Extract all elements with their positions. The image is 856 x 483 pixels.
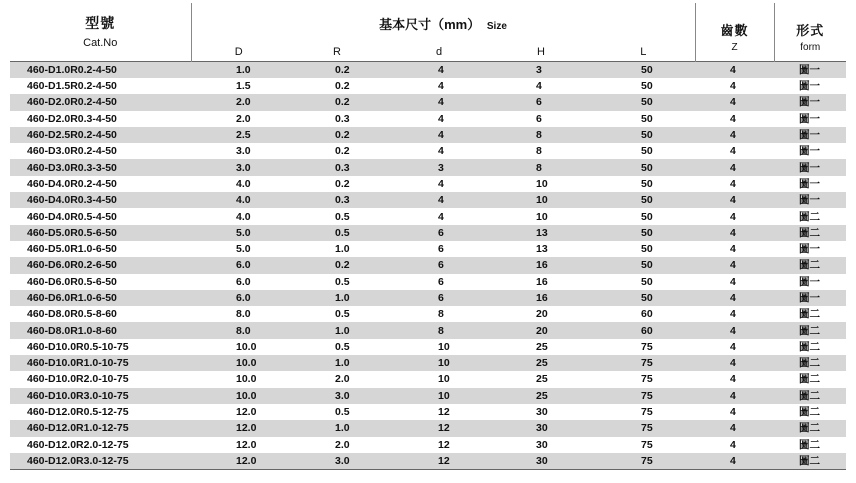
cell-R: 2.0 xyxy=(286,371,388,387)
header-teeth-en: Z xyxy=(731,42,738,53)
table-header xyxy=(10,3,846,62)
table-row xyxy=(10,437,846,453)
cell-L: 50 xyxy=(592,208,695,224)
cell-Z: 4 xyxy=(695,355,774,371)
cell-D: 1.5 xyxy=(191,78,286,94)
table-row xyxy=(10,192,846,208)
cell-D: 3.0 xyxy=(191,143,286,159)
cell-Z: 4 xyxy=(695,322,774,338)
cell-Z: 4 xyxy=(695,404,774,420)
cell-cat-no: 460-D6.0R0.5-6-50 xyxy=(10,274,191,290)
cell-cat-no: 460-D2.0R0.3-4-50 xyxy=(10,111,191,127)
cell-L: 50 xyxy=(592,127,695,143)
table-row xyxy=(10,159,846,175)
cell-form: 圖二 xyxy=(774,225,846,241)
cell-cat-no: 460-D4.0R0.5-4-50 xyxy=(10,208,191,224)
cell-cat-no: 460-D2.0R0.2-4-50 xyxy=(10,94,191,110)
cell-H: 8 xyxy=(490,127,592,143)
cell-Z: 4 xyxy=(695,290,774,306)
cell-L: 50 xyxy=(592,225,695,241)
cell-D: 12.0 xyxy=(191,420,286,436)
table-row xyxy=(10,62,846,79)
cell-form: 圖二 xyxy=(774,339,846,355)
cell-cat-no: 460-D4.0R0.3-4-50 xyxy=(10,192,191,208)
cell-form: 圖二 xyxy=(774,322,846,338)
table-row xyxy=(10,290,846,306)
header-col-d: d xyxy=(388,33,490,62)
cell-R: 1.0 xyxy=(286,241,388,257)
cell-D: 5.0 xyxy=(191,241,286,257)
table-row xyxy=(10,225,846,241)
cell-d: 4 xyxy=(388,62,490,79)
cell-D: 8.0 xyxy=(191,306,286,322)
cell-H: 8 xyxy=(490,143,592,159)
cell-cat-no: 460-D8.0R1.0-8-60 xyxy=(10,322,191,338)
cell-cat-no: 460-D10.0R1.0-10-75 xyxy=(10,355,191,371)
cell-form: 圖一 xyxy=(774,159,846,175)
cell-cat-no: 460-D8.0R0.5-8-60 xyxy=(10,306,191,322)
cell-L: 75 xyxy=(592,388,695,404)
cell-Z: 4 xyxy=(695,78,774,94)
cell-Z: 4 xyxy=(695,274,774,290)
table-row xyxy=(10,453,846,470)
cell-form: 圖二 xyxy=(774,420,846,436)
cell-cat-no: 460-D5.0R0.5-6-50 xyxy=(10,225,191,241)
cell-H: 10 xyxy=(490,208,592,224)
cell-form: 圖二 xyxy=(774,404,846,420)
cell-L: 50 xyxy=(592,94,695,110)
cell-L: 50 xyxy=(592,62,695,79)
cell-D: 10.0 xyxy=(191,339,286,355)
table-row xyxy=(10,127,846,143)
header-form-en: form xyxy=(800,42,821,53)
cell-cat-no: 460-D4.0R0.2-4-50 xyxy=(10,176,191,192)
cell-D: 2.0 xyxy=(191,94,286,110)
cell-L: 75 xyxy=(592,420,695,436)
cell-L: 50 xyxy=(592,143,695,159)
cell-H: 30 xyxy=(490,437,592,453)
cell-d: 12 xyxy=(388,437,490,453)
table-row xyxy=(10,241,846,257)
cell-d: 12 xyxy=(388,420,490,436)
cell-D: 8.0 xyxy=(191,322,286,338)
cell-R: 2.0 xyxy=(286,437,388,453)
cell-form: 圖一 xyxy=(774,290,846,306)
cell-R: 0.5 xyxy=(286,404,388,420)
cell-cat-no: 460-D12.0R1.0-12-75 xyxy=(10,420,191,436)
cell-form: 圖一 xyxy=(774,127,846,143)
table-row xyxy=(10,404,846,420)
cell-D: 10.0 xyxy=(191,355,286,371)
cell-H: 25 xyxy=(490,371,592,387)
cell-Z: 4 xyxy=(695,420,774,436)
cell-form: 圖一 xyxy=(774,78,846,94)
cell-form: 圖二 xyxy=(774,355,846,371)
cell-H: 25 xyxy=(490,388,592,404)
header-teeth xyxy=(695,3,774,62)
cell-R: 3.0 xyxy=(286,453,388,470)
cell-d: 6 xyxy=(388,241,490,257)
table-row xyxy=(10,176,846,192)
cell-D: 2.5 xyxy=(191,127,286,143)
table-row xyxy=(10,355,846,371)
cell-R: 1.0 xyxy=(286,322,388,338)
cell-L: 50 xyxy=(592,192,695,208)
table-row xyxy=(10,208,846,224)
cell-cat-no: 460-D12.0R3.0-12-75 xyxy=(10,453,191,470)
cell-L: 75 xyxy=(592,339,695,355)
cell-form: 圖一 xyxy=(774,62,846,79)
cell-d: 4 xyxy=(388,143,490,159)
header-form-zh: 形式 xyxy=(796,23,825,38)
cell-L: 50 xyxy=(592,176,695,192)
cell-H: 30 xyxy=(490,404,592,420)
cell-H: 16 xyxy=(490,290,592,306)
cell-form: 圖二 xyxy=(774,453,846,470)
cell-d: 10 xyxy=(388,339,490,355)
cell-D: 2.0 xyxy=(191,111,286,127)
cell-d: 12 xyxy=(388,453,490,470)
cell-d: 6 xyxy=(388,225,490,241)
cell-Z: 4 xyxy=(695,159,774,175)
table-row xyxy=(10,274,846,290)
cell-H: 20 xyxy=(490,306,592,322)
cell-D: 4.0 xyxy=(191,208,286,224)
cell-H: 4 xyxy=(490,78,592,94)
cell-R: 0.5 xyxy=(286,339,388,355)
cell-d: 10 xyxy=(388,355,490,371)
cell-D: 4.0 xyxy=(191,176,286,192)
cell-Z: 4 xyxy=(695,192,774,208)
cell-Z: 4 xyxy=(695,62,774,79)
cell-cat-no: 460-D2.5R0.2-4-50 xyxy=(10,127,191,143)
cell-D: 6.0 xyxy=(191,257,286,273)
cell-Z: 4 xyxy=(695,306,774,322)
cell-H: 25 xyxy=(490,355,592,371)
cell-Z: 4 xyxy=(695,453,774,470)
header-size-group xyxy=(191,3,695,33)
cell-R: 1.0 xyxy=(286,355,388,371)
cell-Z: 4 xyxy=(695,437,774,453)
cell-R: 3.0 xyxy=(286,388,388,404)
cell-R: 0.2 xyxy=(286,62,388,79)
header-form xyxy=(774,3,846,62)
cell-cat-no: 460-D5.0R1.0-6-50 xyxy=(10,241,191,257)
cell-H: 30 xyxy=(490,420,592,436)
cell-form: 圖一 xyxy=(774,111,846,127)
cell-Z: 4 xyxy=(695,176,774,192)
cell-L: 50 xyxy=(592,78,695,94)
cell-R: 0.2 xyxy=(286,176,388,192)
cell-form: 圖一 xyxy=(774,143,846,159)
cell-R: 0.2 xyxy=(286,94,388,110)
cell-R: 0.3 xyxy=(286,111,388,127)
cell-L: 50 xyxy=(592,274,695,290)
cell-Z: 4 xyxy=(695,225,774,241)
header-teeth-zh: 齒數 xyxy=(720,23,749,38)
cell-d: 8 xyxy=(388,306,490,322)
cell-R: 1.0 xyxy=(286,290,388,306)
cell-form: 圖二 xyxy=(774,257,846,273)
cell-D: 10.0 xyxy=(191,388,286,404)
cell-R: 1.0 xyxy=(286,420,388,436)
cell-D: 5.0 xyxy=(191,225,286,241)
cell-d: 10 xyxy=(388,371,490,387)
cell-L: 50 xyxy=(592,159,695,175)
cell-cat-no: 460-D6.0R1.0-6-50 xyxy=(10,290,191,306)
cell-form: 圖一 xyxy=(774,94,846,110)
table-row xyxy=(10,420,846,436)
cell-H: 3 xyxy=(490,62,592,79)
header-size-en: Size xyxy=(486,21,507,32)
cell-cat-no: 460-D10.0R3.0-10-75 xyxy=(10,388,191,404)
cell-cat-no: 460-D3.0R0.3-3-50 xyxy=(10,159,191,175)
header-model-en: Cat.No xyxy=(83,37,118,49)
cell-R: 0.5 xyxy=(286,306,388,322)
cell-Z: 4 xyxy=(695,111,774,127)
cell-D: 10.0 xyxy=(191,371,286,387)
header-col-L: L xyxy=(592,33,695,62)
cell-Z: 4 xyxy=(695,127,774,143)
cell-L: 75 xyxy=(592,371,695,387)
cell-L: 50 xyxy=(592,290,695,306)
cell-R: 0.3 xyxy=(286,159,388,175)
cell-Z: 4 xyxy=(695,257,774,273)
table-row xyxy=(10,78,846,94)
cell-form: 圖一 xyxy=(774,241,846,257)
cell-d: 3 xyxy=(388,159,490,175)
cell-d: 4 xyxy=(388,208,490,224)
cell-H: 10 xyxy=(490,176,592,192)
cell-d: 4 xyxy=(388,176,490,192)
cell-H: 6 xyxy=(490,94,592,110)
cell-cat-no: 460-D1.5R0.2-4-50 xyxy=(10,78,191,94)
cell-L: 50 xyxy=(592,111,695,127)
cell-d: 6 xyxy=(388,274,490,290)
header-col-D: D xyxy=(191,33,286,62)
cell-R: 0.3 xyxy=(286,192,388,208)
cell-Z: 4 xyxy=(695,241,774,257)
table-row xyxy=(10,322,846,338)
cell-cat-no: 460-D12.0R0.5-12-75 xyxy=(10,404,191,420)
cell-L: 60 xyxy=(592,306,695,322)
cell-d: 4 xyxy=(388,94,490,110)
table-row xyxy=(10,257,846,273)
cell-H: 13 xyxy=(490,225,592,241)
cell-R: 0.2 xyxy=(286,78,388,94)
cell-d: 6 xyxy=(388,290,490,306)
table-row xyxy=(10,94,846,110)
cell-form: 圖二 xyxy=(774,388,846,404)
cell-D: 4.0 xyxy=(191,192,286,208)
cell-Z: 4 xyxy=(695,94,774,110)
cell-H: 13 xyxy=(490,241,592,257)
cell-R: 0.5 xyxy=(286,225,388,241)
cell-D: 12.0 xyxy=(191,437,286,453)
cell-R: 0.2 xyxy=(286,127,388,143)
header-model-zh: 型號 xyxy=(85,15,116,31)
cell-d: 12 xyxy=(388,404,490,420)
cell-d: 6 xyxy=(388,257,490,273)
cell-L: 75 xyxy=(592,437,695,453)
spec-table xyxy=(10,3,846,470)
table-row xyxy=(10,339,846,355)
cell-H: 16 xyxy=(490,257,592,273)
cell-form: 圖一 xyxy=(774,274,846,290)
header-model xyxy=(10,3,191,62)
cell-Z: 4 xyxy=(695,208,774,224)
cell-Z: 4 xyxy=(695,143,774,159)
cell-d: 10 xyxy=(388,388,490,404)
cell-L: 75 xyxy=(592,355,695,371)
cell-cat-no: 460-D3.0R0.2-4-50 xyxy=(10,143,191,159)
cell-R: 0.5 xyxy=(286,208,388,224)
cell-form: 圖二 xyxy=(774,371,846,387)
cell-D: 1.0 xyxy=(191,62,286,79)
table-body xyxy=(10,62,846,470)
table-row xyxy=(10,143,846,159)
cell-L: 60 xyxy=(592,322,695,338)
header-col-R: R xyxy=(286,33,388,62)
cell-L: 75 xyxy=(592,404,695,420)
cell-R: 0.2 xyxy=(286,143,388,159)
cell-H: 16 xyxy=(490,274,592,290)
cell-d: 4 xyxy=(388,127,490,143)
cell-D: 6.0 xyxy=(191,290,286,306)
table-row xyxy=(10,371,846,387)
cell-d: 4 xyxy=(388,111,490,127)
cell-H: 10 xyxy=(490,192,592,208)
cell-form: 圖一 xyxy=(774,192,846,208)
cell-Z: 4 xyxy=(695,371,774,387)
cell-L: 50 xyxy=(592,241,695,257)
cell-Z: 4 xyxy=(695,388,774,404)
header-size-zh: 基本尺寸（mm） xyxy=(379,17,481,32)
cell-Z: 4 xyxy=(695,339,774,355)
cell-L: 75 xyxy=(592,453,695,470)
cell-cat-no: 460-D10.0R2.0-10-75 xyxy=(10,371,191,387)
cell-L: 50 xyxy=(592,257,695,273)
cell-R: 0.5 xyxy=(286,274,388,290)
cell-d: 4 xyxy=(388,78,490,94)
table-row xyxy=(10,388,846,404)
cell-d: 4 xyxy=(388,192,490,208)
cell-H: 8 xyxy=(490,159,592,175)
header-col-H: H xyxy=(490,33,592,62)
cell-H: 6 xyxy=(490,111,592,127)
cell-cat-no: 460-D1.0R0.2-4-50 xyxy=(10,62,191,79)
cell-form: 圖二 xyxy=(774,437,846,453)
cell-D: 6.0 xyxy=(191,274,286,290)
cell-cat-no: 460-D6.0R0.2-6-50 xyxy=(10,257,191,273)
cell-H: 30 xyxy=(490,453,592,470)
cell-H: 20 xyxy=(490,322,592,338)
cell-form: 圖二 xyxy=(774,208,846,224)
cell-D: 12.0 xyxy=(191,404,286,420)
cell-D: 3.0 xyxy=(191,159,286,175)
cell-cat-no: 460-D12.0R2.0-12-75 xyxy=(10,437,191,453)
cell-R: 0.2 xyxy=(286,257,388,273)
cell-H: 25 xyxy=(490,339,592,355)
table-row xyxy=(10,306,846,322)
cell-D: 12.0 xyxy=(191,453,286,470)
cell-form: 圖一 xyxy=(774,176,846,192)
cell-d: 8 xyxy=(388,322,490,338)
cell-form: 圖二 xyxy=(774,306,846,322)
table-row xyxy=(10,111,846,127)
cell-cat-no: 460-D10.0R0.5-10-75 xyxy=(10,339,191,355)
